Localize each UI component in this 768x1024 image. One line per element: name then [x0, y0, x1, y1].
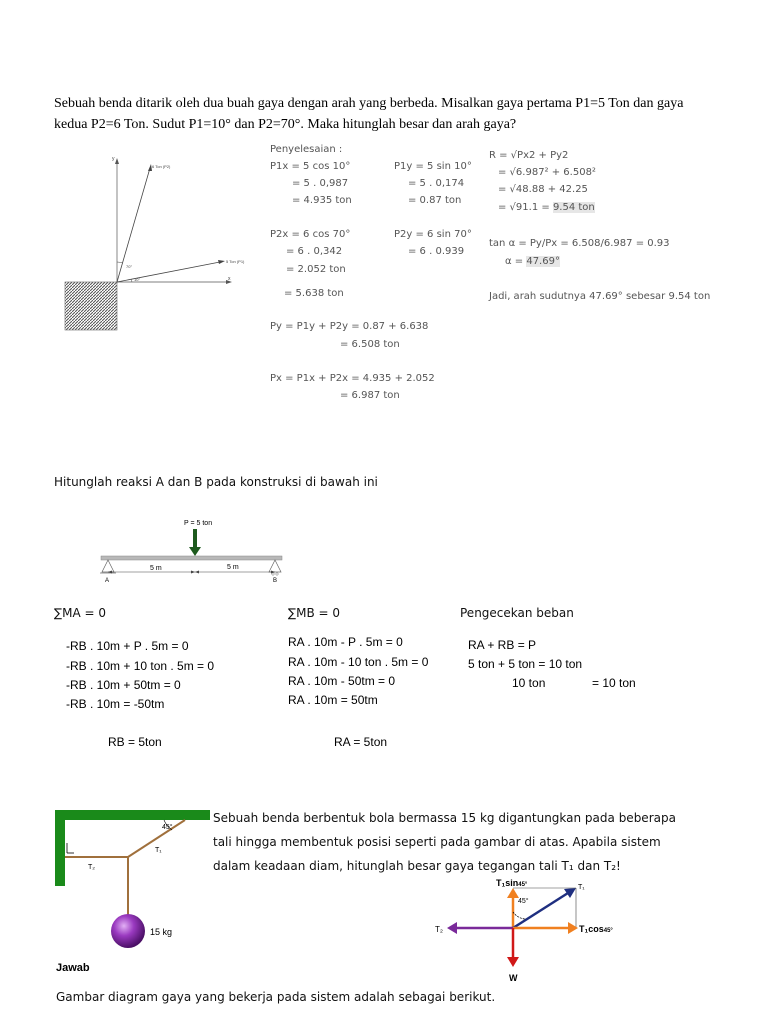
support-block: [65, 282, 117, 330]
angle-10-label: 10°: [134, 277, 141, 282]
angle-label: 45°: [162, 824, 173, 831]
calc-line: = √48.88 + 42.25: [498, 184, 588, 195]
answer-intro: Gambar diagram gaya yang bekerja pada sistem adalah sebagai berikut.: [56, 990, 496, 1004]
beam: [101, 556, 282, 560]
solution-heading: Penyelesaian :: [270, 144, 343, 155]
t1-label: T₁: [155, 847, 162, 854]
calc-line: P2y = 6 sin 70°: [394, 229, 472, 240]
ceiling: [55, 810, 210, 820]
t1sin-label: T₁sin45°: [496, 878, 528, 888]
p2-vector: [117, 168, 150, 282]
calc-line: Px = P1x + P2x = 4.935 + 2.052: [270, 373, 435, 384]
calc-line: = 5.638 ton: [284, 288, 344, 299]
t2-label: T₂: [88, 864, 95, 871]
check-line: 5 ton + 5 ton = 10 ton: [468, 657, 583, 671]
problem3-line: dalam keadaan diam, hitunglah besar gaya tegangan tali T₁ dan T₂!: [213, 859, 621, 873]
calc-line: α = 47.69°: [505, 256, 560, 267]
mb-line: RA . 10m = 50tm: [288, 693, 378, 707]
support-a-label: A: [105, 578, 110, 584]
rb-result: RB = 5ton: [108, 735, 162, 749]
sphere: [111, 914, 145, 948]
p1-vector: [117, 262, 220, 282]
support-b: [269, 560, 281, 572]
x-axis-label: x: [228, 276, 231, 282]
support-b-label: B: [273, 578, 278, 584]
mb-line: RA . 10m - 50tm = 0: [288, 674, 396, 688]
angle-highlight: 47.69°: [526, 256, 560, 267]
check-title: Pengecekan beban: [460, 606, 574, 620]
fbd-angle-label: 45°: [518, 898, 529, 905]
ma-title: ∑MA = 0: [54, 606, 106, 620]
calc-line: = 5 . 0,987: [292, 178, 349, 189]
mb-line: RA . 10m - 10 ton . 5m = 0: [288, 655, 429, 669]
y-axis-label: y: [112, 156, 115, 162]
ma-line: -RB . 10m + P . 5m = 0: [66, 639, 189, 653]
conclusion: Jadi, arah sudutnya 47.69° sebesar 9.54 ton: [489, 291, 711, 302]
t1cos-label: T₁cos45°: [579, 924, 613, 934]
beam-diagram: [95, 515, 290, 587]
hanging-mass-figure: [55, 810, 210, 962]
check-line: RA + RB = P: [468, 638, 537, 652]
span1-label: 5 m: [150, 565, 162, 572]
check-line: = 10 ton: [592, 676, 636, 690]
problem3-text: [213, 806, 676, 878]
calc-line: = 5 . 0,174: [408, 178, 465, 189]
result-highlight: 9.54 ton: [552, 202, 595, 213]
mass-label: 15 kg: [150, 927, 173, 937]
load-label: P = 5 ton: [184, 520, 213, 527]
calc-line: = 6 . 0.939: [408, 246, 465, 257]
span2-label: 5 m: [227, 564, 239, 571]
calc-line: = 6.508 ton: [340, 339, 400, 350]
problem3-line: Sebuah benda berbentuk bola bermassa 15 kg digantungkan pada beberapa: [213, 811, 676, 825]
support-a: [102, 560, 114, 572]
calc-line: R = √Px2 + Py2: [489, 150, 569, 161]
mb-title: ∑MB = 0: [288, 606, 340, 620]
problem3-line: tali hingga membentuk posisi seperti pada gambar di atas. Apabila sistem: [213, 835, 661, 849]
calc-line: P2x = 6 cos 70°: [270, 229, 351, 240]
vector-diagram: [60, 150, 245, 335]
calc-line: = 2.052 ton: [286, 264, 346, 275]
p2-label: 6 Ton (P2): [152, 164, 171, 169]
calc-line: P1x = 5 cos 10°: [270, 161, 351, 172]
calc-line: = 4.935 ton: [292, 195, 352, 206]
w-label: W: [509, 973, 518, 983]
calc-line: P1y = 5 sin 10°: [394, 161, 472, 172]
calc-line: = 0.87 ton: [408, 195, 462, 206]
mb-line: RA . 10m - P . 5m = 0: [288, 635, 403, 649]
calc-line: Py = P1y + P2y = 0.87 + 6.638: [270, 321, 429, 332]
jawab-heading: Jawab: [56, 962, 90, 974]
wall: [55, 810, 65, 886]
calc-line: tan α = Py/Px = 6.508/6.987 = 0.93: [489, 238, 670, 249]
ma-line: -RB . 10m + 50tm = 0: [66, 678, 181, 692]
ra-result: RA = 5ton: [334, 735, 388, 749]
check-line: 10 ton: [512, 676, 546, 690]
calc-line: = 6.987 ton: [340, 390, 400, 401]
angle-70-label: 70°: [126, 264, 133, 269]
problem1-text: Sebuah benda ditarik oleh dua buah gaya dengan arah yang berbeda. Misalkan gaya pertama P1=5 Ton dan gaya kedua P2=6 Ton. Sudut P1=10° dan P2=70°. Maka hitunglah besar dan arah gaya?: [54, 96, 684, 132]
calc-line: = √6.987² + 6.508²: [498, 167, 596, 178]
fbd-t2-label: T₂: [435, 925, 443, 934]
calc-line: = √91.1 = 9.54 ton: [498, 202, 595, 213]
ma-line: -RB . 10m + 10 ton . 5m = 0: [66, 659, 215, 673]
ma-line: -RB . 10m = -50tm: [66, 697, 165, 711]
p1-label: 5 Ton (P1): [226, 259, 245, 264]
fbd-t1-label: T₁: [578, 884, 585, 891]
calc-line: = 6 . 0,342: [286, 246, 343, 257]
free-body-diagram: [430, 872, 630, 984]
problem2-text: Hitunglah reaksi A dan B pada konstruksi di bawah ini: [54, 475, 378, 489]
